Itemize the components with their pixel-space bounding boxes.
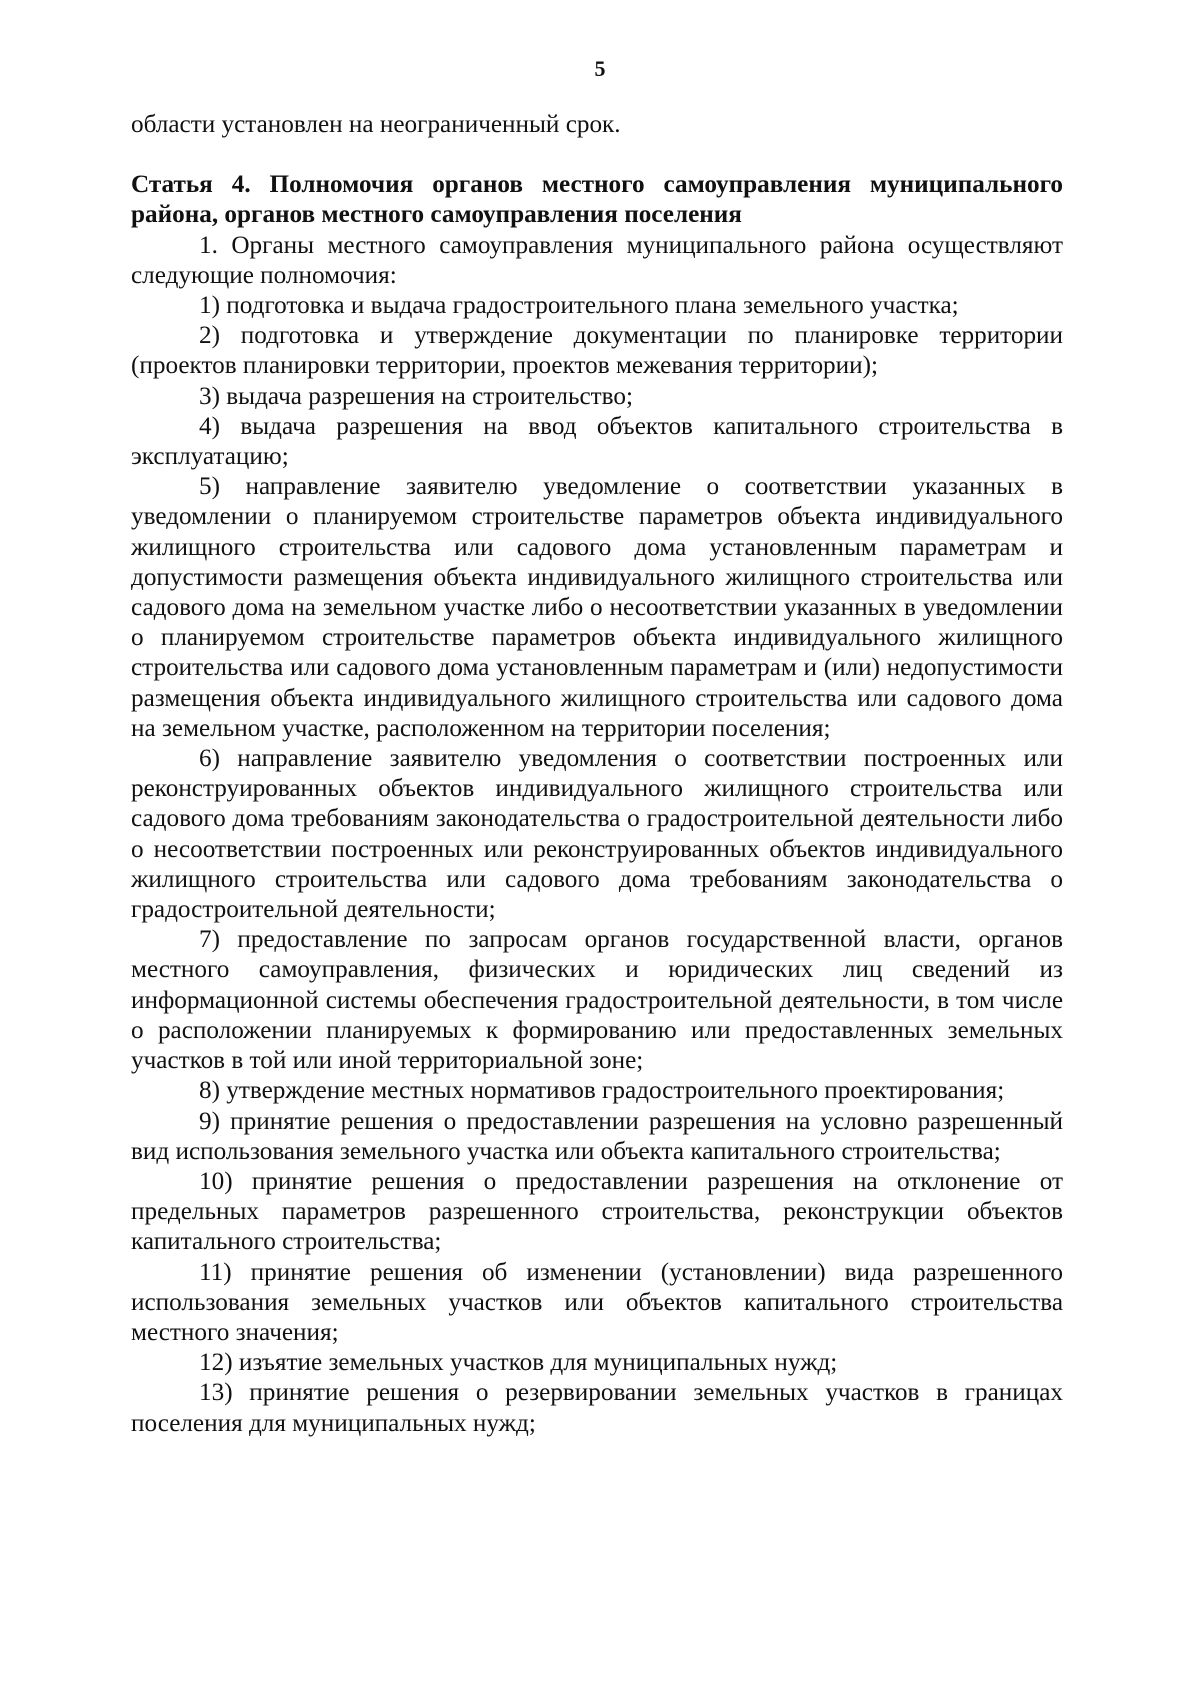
list-item: 6) направление заявителю уведомления о соответствии построенных или реконструированных объектов индивидуального жилищного строительства или садового дома требованиям законодательства о градостроительной деятельности либо о несоответствии построенных или реконструированных объектов индивидуального жилищного строительства или садового дома требованиям законодательства о градостроительной деятельности; [131,745,1063,924]
list-item: 11) принятие решения об изменении (установлении) вида разрешенного использования земельных участков или объектов капитального строительства местного значения; [131,1258,1063,1346]
intro-paragraph: области установлен на неограниченный срок. [131,111,621,138]
list-item: 7) предоставление по запросам органов государственной власти, органов местного самоуправления, физических и юридических лиц сведений из информационной системы обеспечения градостроительной деятельности, в том числе о расположении планируемых к формированию или предоставленных земельных участков в той или иной территориальной зоне; [131,926,1063,1075]
list-item: 5) направление заявителю уведомление о соответствии указанных в уведомлении о планируемом строительстве параметров объекта индивидуального жилищного строительства или садового дома установленным параметрам и допустимости размещения объекта индивидуального жилищного строительства или садового дома на земельном участке либо о несоответствии указанных в уведомлении о планируемом строительстве параметров объекта индивидуального жилищного строительства или садового дома установленным параметрам и (или) недопустимости размещения объекта индивидуального жилищного строительства или садового дома на земельном участке, расположенном на территории поселения; [131,473,1063,742]
list-item: 8) утверждение местных нормативов градостроительного проектирования; [199,1077,1005,1105]
list-item: 9) принятие решения о предоставлении разрешения на условно разрешенный вид использования земельного участка или объекта капитального строительства; [131,1107,1063,1165]
page-number: 5 [594,56,606,81]
section-intro: 1. Органы местного самоуправления муниципального района осуществляют следующие полномочия: [131,231,1063,289]
list-item: 2) подготовка и утверждение документации по планировке территории (проектов планировки территории, проектов межевания территории); [131,322,1063,380]
list-item: 10) принятие решения о предоставлении разрешения на отклонение от предельных параметров разрешенного строительства, реконструкции объектов капитального строительства; [131,1167,1063,1256]
list-item: 13) принятие решения о резервировании земельных участков в границах поселения для муниципальных нужд; [131,1379,1063,1437]
list-item: 12) изъятие земельных участков для муниципальных нужд; [199,1349,838,1377]
article-heading: Статья 4. Полномочия органов местного самоуправления муниципального района, органов местного самоуправления поселения [131,171,1063,229]
list-item: 3) выдача разрешения на строительство; [199,382,633,410]
document-body [131,110,1063,1439]
list-item: 1) подготовка и выдача градостроительного плана земельного участка; [199,292,959,320]
list-item: 4) выдача разрешения на ввод объектов капитального строительства в эксплуатацию; [131,412,1063,471]
